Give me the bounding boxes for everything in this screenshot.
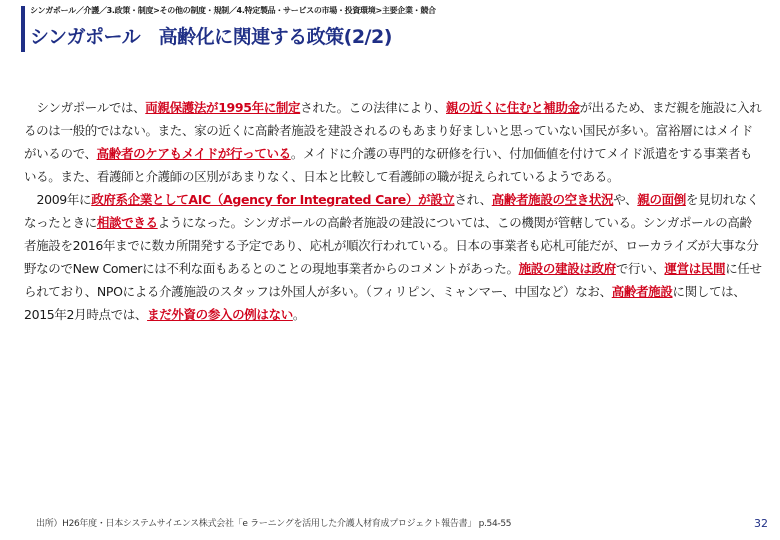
text-run: を見切れなくなったときに bbox=[24, 192, 759, 230]
text-run: が出るため、まだ親を施設に入れるのは一般的ではない。また、家の近くに高齢者施設を建設されるのもあまり好ましいと思っていない国民が多い。富裕層にはメイドがいるので、 bbox=[24, 100, 762, 161]
text-run: シンガポールでは、 bbox=[36, 100, 146, 115]
text-run: 2009年に bbox=[36, 192, 92, 207]
source-citation: 出所）H26年度・日本システムサイエンス株式会社「e ラーニングを活用した介護人材育成プロジェクト報告書」 p.54-55 bbox=[36, 519, 512, 529]
text-run: ようになった。シンガポールの高齢者施設の建設については、この機関が管轄している。シンガポールの高齢者施設を2016年までに数カ所開発する予定であり、応札が順次行われている。日本の事業者も応札可能だが、ローカライズが大事な分野なのでNew Comerには不利な面もあるとのことの現地事業者からのコメントがあった。 bbox=[24, 215, 759, 276]
highlighted-phrase: 高齢者施設の空き状況 bbox=[491, 192, 614, 207]
text-run: 。 bbox=[292, 307, 306, 322]
text-run: 。メイドに介護の専門的な研修を行い、付加価値を付けてメイド派遣をする事業者もいる。また、看護師と介護師の区別があまりなく、日本と比較して看護師の職が捉えられているようである。 bbox=[24, 146, 753, 184]
highlighted-phrase: 相談できる bbox=[96, 215, 158, 230]
text-run: され、 bbox=[454, 192, 492, 207]
highlighted-phrase: 運営は民間 bbox=[664, 261, 726, 276]
highlighted-phrase: 高齢者施設 bbox=[611, 284, 673, 299]
page-number: 32 bbox=[754, 517, 768, 530]
text-run: された。この法律により、 bbox=[300, 100, 446, 115]
highlighted-phrase: まだ外資の参入の例はない bbox=[147, 307, 293, 322]
paragraph-1 bbox=[24, 96, 762, 188]
highlighted-phrase: 親の面倒 bbox=[637, 192, 686, 207]
breadcrumb: シンガポール／介護／3.政策・制度>その他の制度・規制／4.特定製品・サービスの市場・投資環境>主要企業・競合 bbox=[30, 6, 436, 15]
text-run: に関しては、2015年2月時点では、 bbox=[24, 284, 746, 322]
paragraph-2 bbox=[24, 188, 762, 326]
text-run: に任せられており、NPOによる介護施設のスタッフは外国人が多い。（フィリピン、ミャンマー、中国など）なお、 bbox=[24, 261, 762, 299]
highlighted-phrase: 政府系企業としてAIC（Agency for Integrated Care）が設立 bbox=[91, 192, 455, 207]
page-title: シンガポール 高齢化に関連する政策(2/2) bbox=[30, 26, 392, 48]
text-run: や、 bbox=[613, 192, 638, 207]
highlighted-phrase: 施設の建設は政府 bbox=[518, 261, 616, 276]
text-run: で行い、 bbox=[615, 261, 665, 276]
title-accent-bar bbox=[21, 6, 25, 52]
highlighted-phrase: 親の近くに住むと補助金 bbox=[446, 100, 580, 115]
highlighted-phrase: 高齢者のケアもメイドが行っている bbox=[96, 146, 291, 161]
body-text bbox=[24, 96, 762, 326]
highlighted-phrase: 両親保護法が1995年に制定 bbox=[145, 100, 301, 115]
